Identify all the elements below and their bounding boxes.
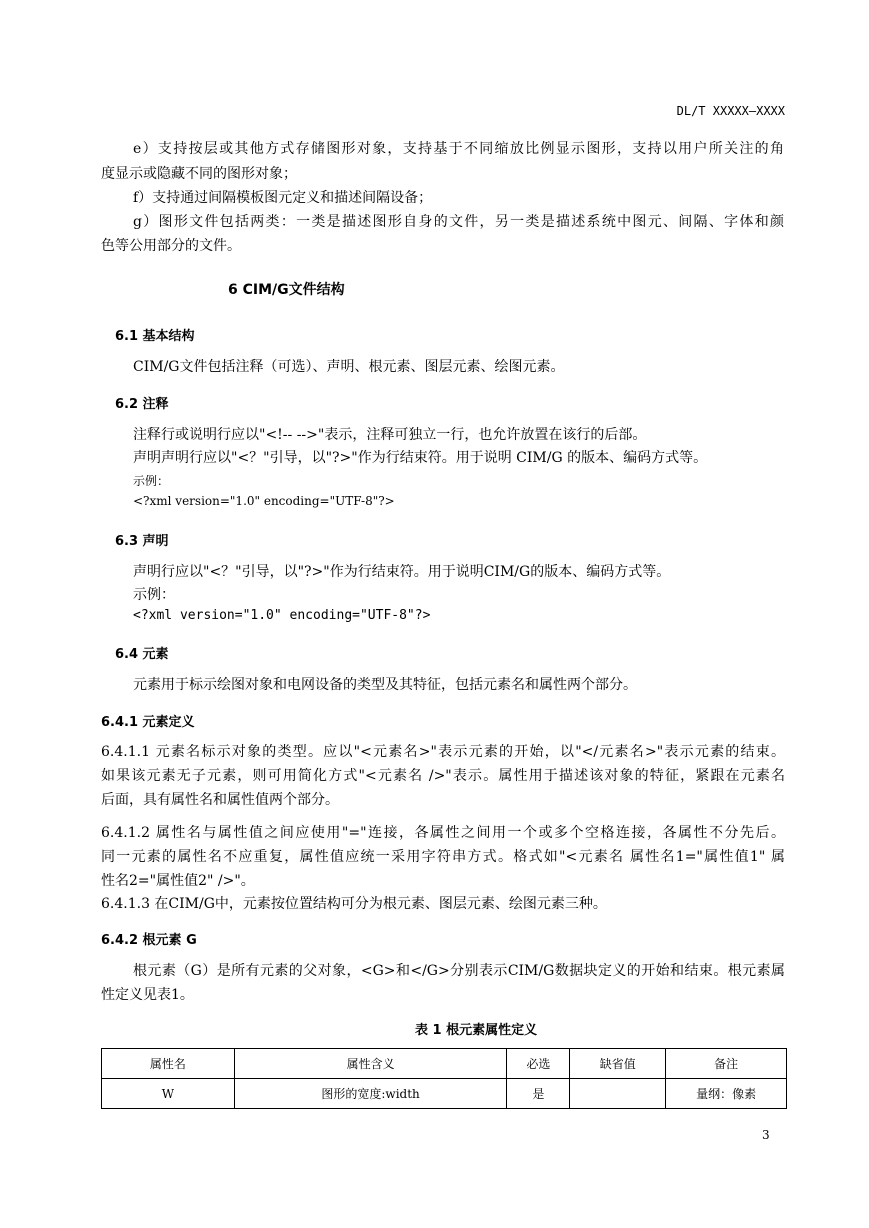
clause-6-4-1-1-line3: 后面，具有属性名和属性值两个部分。 [101,792,339,808]
section-6-2-example-label: 示例： [133,474,170,488]
clause-6-4-1-2-line3: 性名2="属性值2" />"。 [101,873,255,889]
section-6-4-2-line1: 根元素（G）是所有元素的父对象，<G>和</G>分别表示CIM/G数据块定义的开始和结束。根元素属 [133,963,785,979]
table-cell: W [102,1079,235,1109]
section-6-4-heading: 6.4 元素 [115,647,169,662]
chapter-6-title: 6 CIM/G文件结构 [228,282,345,298]
section-6-4-text: 元素用于标示绘图对象和电网设备的类型及其特征，包括元素名和属性两个部分。 [133,677,637,693]
section-6-2-line1: 注释行或说明行应以"<!-- -->"表示，注释可独立一行，也允许放置在该行的后部。 [133,427,647,443]
table-header-cell: 缺省值 [570,1049,666,1079]
section-6-2-line2: 声明声明行应以"<？"引导，以"?>"作为行结束符。用于说明 CIM/G 的版本、编码方式等。 [133,450,708,466]
table-header-row [102,1049,787,1079]
section-6-4-1-heading: 6.4.1 元素定义 [101,715,195,730]
item-g-line2: 色等公用部分的文件。 [101,238,241,254]
table-header-cell: 属性含义 [234,1049,507,1079]
page-number: 3 [762,1128,770,1142]
section-6-4-2-heading: 6.4.2 根元素 G [101,933,197,948]
table-header-cell: 必选 [507,1049,570,1079]
clause-6-4-1-2-line2: 同一元素的属性名不应重复，属性值应统一采用字符串方式。格式如"<元素名 属性名1="属性值1" 属 [101,849,785,865]
clause-6-4-1-2-line1: 6.4.1.2 属性名与属性值之间应使用"="连接，各属性之间用一个或多个空格连接，各属性不分先后。 [101,825,785,841]
section-6-3-example-label: 示例： [133,587,175,603]
item-e-line1: e）支持按层或其他方式存储图形对象，支持基于不同缩放比例显示图形，支持以用户所关注的角 [133,141,784,157]
section-6-1-text: CIM/G文件包括注释（可选）、声明、根元素、图层元素、绘图元素。 [133,359,565,375]
table-cell: 量纲：像素 [666,1079,787,1109]
table-1-caption: 表 1 根元素属性定义 [415,1023,538,1038]
doc-number-header: DL/T XXXXX—XXXX [676,104,785,118]
section-6-1-heading: 6.1 基本结构 [115,329,195,344]
table-header-cell: 属性名 [102,1049,235,1079]
section-6-3-heading: 6.3 声明 [115,534,169,549]
table-cell: 是 [507,1079,570,1109]
table-1 [101,1048,787,1109]
item-f: f）支持通过间隔模板图元定义和描述间隔设备； [133,190,433,206]
table-cell: 图形的宽度:width [234,1079,507,1109]
item-g-line1: g）图形文件包括两类：一类是描述图形自身的文件，另一类是描述系统中图元、间隔、字体和颜 [133,214,784,230]
clause-6-4-1-1-line2: 如果该元素无子元素，则可用简化方式"<元素名 />"表示。属性用于描述该对象的特征，紧跟在元素名 [101,768,785,784]
section-6-4-2-line2: 性定义见表1。 [101,987,194,1003]
section-6-2-example-code: <?xml version="1.0" encoding="UTF-8"?> [133,494,395,508]
clause-6-4-1-3: 6.4.1.3 在CIM/G中，元素按位置结构可分为根元素、图层元素、绘图元素三种。 [101,896,607,912]
item-e-line2: 度显示或隐藏不同的图形对象； [101,166,297,182]
clause-6-4-1-1-line1: 6.4.1.1 元素名标示对象的类型。应以"<元素名>"表示元素的开始，以"</元素名>"表示元素的结束。 [101,744,785,760]
section-6-3-line1: 声明行应以"<？"引导，以"?>"作为行结束符。用于说明CIM/G的版本、编码方式等。 [133,564,671,580]
section-6-2-heading: 6.2 注释 [115,397,169,412]
section-6-3-example-code: <?xml version="1.0" encoding="UTF-8"?> [133,608,431,623]
table-header-cell: 备注 [666,1049,787,1079]
table-cell [570,1079,666,1109]
table-row [102,1079,787,1109]
